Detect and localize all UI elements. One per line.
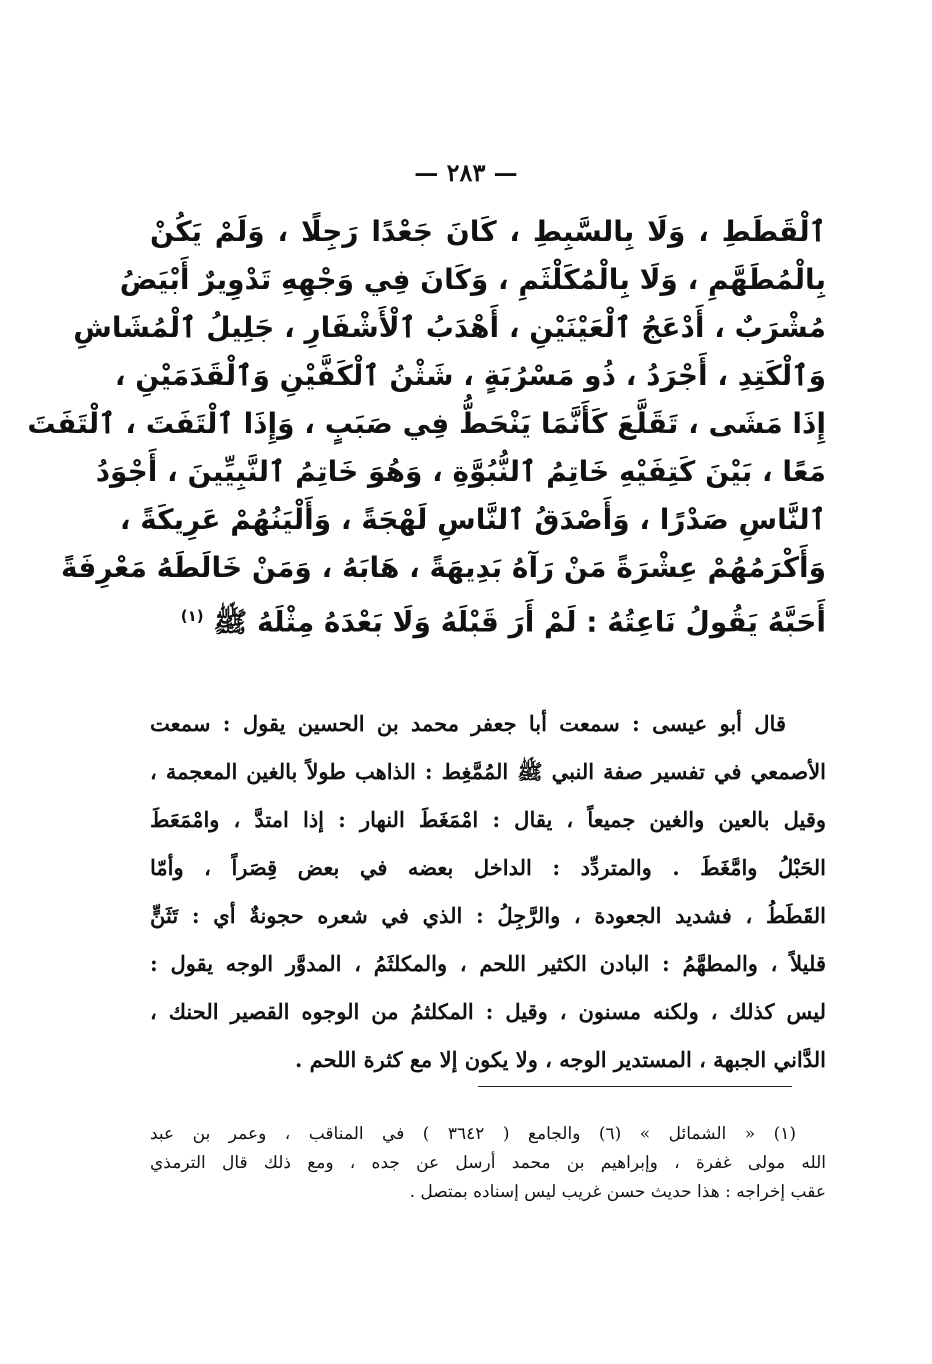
main-text-line-5: إِذَا مَشَى ، تَقَلَّعَ كَأَنَّمَا يَنْحَطُّ فِي صَبَبٍ ، وَإِذَا ٱلْتَفَتَ ، ٱلْتَفَتَ <box>27 407 826 440</box>
commentary-line-1: قال أبو عيسى : سمعت أبا جعفر محمد بن الحسين يقول : سمعت <box>150 711 786 736</box>
footnote-marker: (١) <box>180 607 204 625</box>
main-text-line-3: مُشْرَبٌ ، أَدْعَجُ ٱلْعَيْنَيْنِ ، أَهْدَبُ ٱلْأَشْفَارِ ، جَلِيلُ ٱلْمُشَاشِ <box>73 311 826 344</box>
main-text-line-6: مَعًا ، بَيْنَ كَتِفَيْهِ خَاتِمُ ٱلنُّبُوَّةِ ، وَهُوَ خَاتِمُ ٱلنَّبِيِّينَ ، أَجْوَدُ <box>95 455 826 488</box>
footnote-line-3: عقب إخراجه : هذا حديث حسن غريب ليس إسناده بمتصل . <box>409 1182 826 1202</box>
main-text-line-4: وَٱلْكَتِدِ ، أَجْرَدُ ، ذُو مَسْرُبَةٍ ، شَثْنُ ٱلْكَفَّيْنِ وَٱلْقَدَمَيْنِ ، <box>114 359 826 392</box>
main-text-line-2: بِالْمُطَهَّمِ ، وَلَا بِالْمُكَلْثَمِ ، وَكَانَ فِي وَجْهِهِ تَدْوِيرٌ أَبْيَضُ <box>119 263 826 296</box>
footnote-divider <box>478 1086 792 1087</box>
main-text-line-9 <box>150 592 826 640</box>
commentary-line-8: الدَّاني الجبهة ، المستدير الوجه ، ولا يكون إلا مع كثرة اللحم . <box>294 1047 826 1072</box>
main-text-line-7: ٱلنَّاسِ صَدْرًا ، وَأَصْدَقُ ٱلنَّاسِ لَهْجَةً ، وَأَلْيَنُهُمْ عَرِيكَةً ، <box>119 503 826 536</box>
main-text-line-1: ٱلْقَطَطِ ، وَلَا بِالسَّبِطِ ، كَانَ جَعْدًا رَجِلًا ، وَلَمْ يَكُنْ <box>150 215 826 248</box>
main-text-line-9-text: أَحَبَّهُ يَقُولُ نَاعِتُهُ : لَمْ أَرَ قَبْلَهُ وَلَا بَعْدَهُ مِثْلَهُ ﷺ <box>213 605 826 639</box>
commentary-block <box>150 700 826 1084</box>
commentary-line-4: الحَبْلُ وامَّغَطَ . والمتردِّد : الداخل بعضه في بعض قِصَراً ، وأمّا <box>150 855 826 880</box>
main-text-block <box>27 208 826 640</box>
footnote-line-1: (١) « الشمائل » (٦) والجامع ( ٣٦٤٢ ) في المناقب ، وعمر بن عبد <box>150 1124 796 1144</box>
commentary-line-2: الأصمعي في تفسير صفة النبي ﷺ المُمَّغِط : الذاهب طولاً بالغين المعجمة ، <box>150 759 826 784</box>
footnotes-block <box>150 1120 826 1207</box>
main-text-line-8: وَأَكْرَمُهُمْ عِشْرَةً مَنْ رَآهُ بَدِيهَةً ، هَابَهُ ، وَمَنْ خَالَطَهُ مَعْرِفَةً <box>61 551 826 584</box>
page-number: — ٢٨٣ — <box>414 158 518 187</box>
commentary-line-6: قليلاً ، والمطهَّمُ : البادن الكثير اللحم ، والمكلثَمُ ، المدوَّر الوجه يقول : <box>150 951 826 976</box>
commentary-line-3: وقيل بالعين والغين جميعاً ، يقال : امْمَغَطَ النهار : إذا امتدَّ ، وامْمَعَطَ <box>150 807 826 832</box>
commentary-line-5: القَطَطُ ، فشديد الجعودة ، والرَّجِلُ : الذي في شعره حجونةٌ أي : تَثَنٍّ <box>150 903 826 928</box>
commentary-line-7: ليس كذلك ، ولكنه مسنون ، وقيل : المكلثمُ من الوجوه القصير الحنك ، <box>150 999 826 1024</box>
footnote-line-2: الله مولى غفرة ، وإبراهيم بن محمد أرسل عن جده ، ومع ذلك قال الترمذي <box>150 1153 826 1173</box>
